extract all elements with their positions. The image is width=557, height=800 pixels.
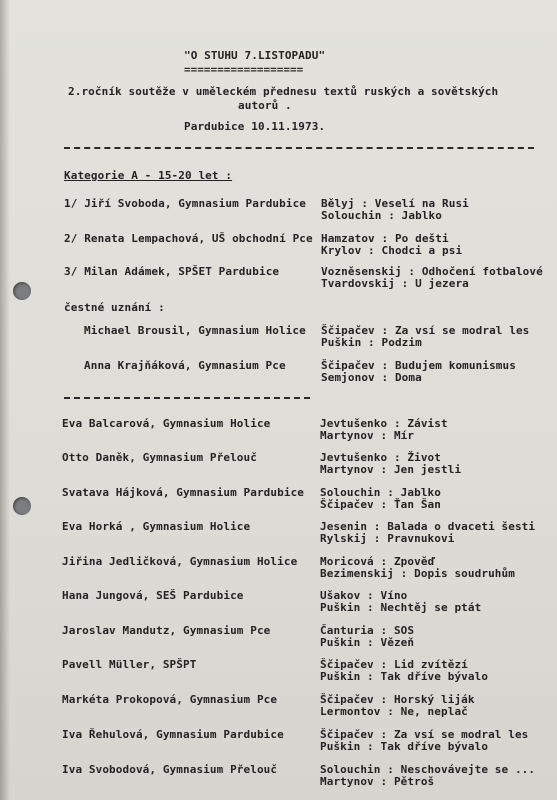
entry-poem: Solouchin : Neschovávejte se ... [320, 763, 536, 776]
punch-hole [13, 282, 31, 300]
entry-poem: Rylskij : Pravnukovi [320, 532, 455, 545]
entry-poem: Krylov : Chodci a psi [321, 244, 463, 257]
entry-poem: Ščipačev : Za vsí se modral les [321, 324, 530, 337]
entry-name: Hana Jungová, SEŠ Pardubice [62, 589, 244, 602]
entry-name: Svatava Hájková, Gymnasium Pardubice [62, 486, 305, 499]
entry-poem: Martynov : Pětroš [320, 775, 435, 788]
title-underline: ================== [184, 63, 304, 76]
document-subtitle: 2.ročník soutěže v uměleckém přednesu textů ruských a sovětských [68, 85, 499, 98]
entry-poem: Čanturia : SOS [320, 624, 415, 637]
entry-poem: Ščipačev : Ťan Šan [320, 498, 442, 511]
entry-poem: Solouchin : Jablko [320, 486, 442, 499]
entry-poem: Vozněsenskij : Odhočení fotbalové [321, 265, 543, 278]
entry-name: Eva Horká , Gymnasium Holice [62, 520, 251, 533]
entry-poem: Solouchin : Jablko [321, 209, 443, 222]
entry-poem: Ščipačev : Budujem komunismus [321, 359, 516, 372]
entry-name: Iva Svobodová, Gymnasium Přelouč [62, 763, 278, 776]
entry-poem: Puškin : Tak dříve bývalo [320, 740, 489, 753]
entry-poem: Jevtušenko : Život [320, 451, 442, 464]
entry-name: 3/ Milan Adámek, SPŠET Pardubice [64, 265, 280, 278]
entry-poem: Martynov : Jen jestli [320, 463, 462, 476]
entry-poem: Hamzatov : Po dešti [321, 232, 449, 245]
honorable-heading: čestné uznání : [64, 301, 165, 314]
place-date: Pardubice 10.11.1973. [184, 120, 326, 133]
entry-name: 1/ Jiří Svoboda, Gymnasium Pardubice [64, 197, 307, 210]
entry-name: Pavell Müller, SPŠPT [62, 658, 197, 671]
punch-hole [13, 497, 31, 515]
entry-poem: Moricová : Zpověď [320, 555, 435, 568]
entry-poem: Semjonov : Doma [321, 371, 422, 384]
entry-poem: Puškin : Tak dříve bývalo [320, 670, 489, 683]
entry-poem: Ščipačev : Za vsí se modral les [320, 728, 529, 741]
category-heading: Kategorie A - 15-20 let : [64, 169, 233, 182]
entry-poem: Bezimenskij : Dopis soudruhům [320, 567, 515, 580]
dashed-divider [64, 397, 310, 399]
entry-poem: Jesenin : Balada o dvaceti šesti [320, 520, 536, 533]
entry-name: Michael Brousil, Gymnasium Holice [84, 324, 306, 337]
entry-name: Jiřina Jedličková, Gymnasium Holice [62, 555, 298, 568]
entry-poem: Puškin : Podzim [321, 336, 422, 349]
entry-poem: Puškin : Nechtěj se ptát [320, 601, 482, 614]
entry-poem: Bělyj : Veselí na Rusi [321, 197, 469, 210]
entry-poem: Ščipačev : Horský liják [320, 693, 475, 706]
entry-name: Jaroslav Mandutz, Gymnasium Pce [62, 624, 271, 637]
entry-poem: Jevtušenko : Závist [320, 417, 448, 430]
document-subtitle-cont: autorů . [238, 99, 292, 112]
entry-poem: Ščipačev : Lid zvítězí [320, 658, 468, 671]
dashed-divider [64, 147, 534, 149]
entry-poem: Ušakov : Víno [320, 589, 408, 602]
entry-name: Eva Balcarová, Gymnasium Holice [62, 417, 271, 430]
entry-poem: Lermontov : Ne, neplač [320, 705, 468, 718]
entry-poem: Martynov : Mír [320, 429, 415, 442]
entry-name: Otto Daněk, Gymnasium Přelouč [62, 451, 257, 464]
entry-poem: Tvardovskij : U jezera [321, 277, 469, 290]
document-title: "O STUHU 7.LISTOPADU" [184, 49, 326, 62]
entry-name: Markéta Prokopová, Gymnasium Pce [62, 693, 278, 706]
entry-name: 2/ Renata Lempachová, UŠ obchodní Pce [64, 232, 313, 245]
entry-name: Anna Krajňáková, Gymnasium Pce [84, 359, 286, 372]
entry-poem: Puškin : Vězeň [320, 636, 415, 649]
entry-name: Iva Řehulová, Gymnasium Pardubice [62, 728, 284, 741]
